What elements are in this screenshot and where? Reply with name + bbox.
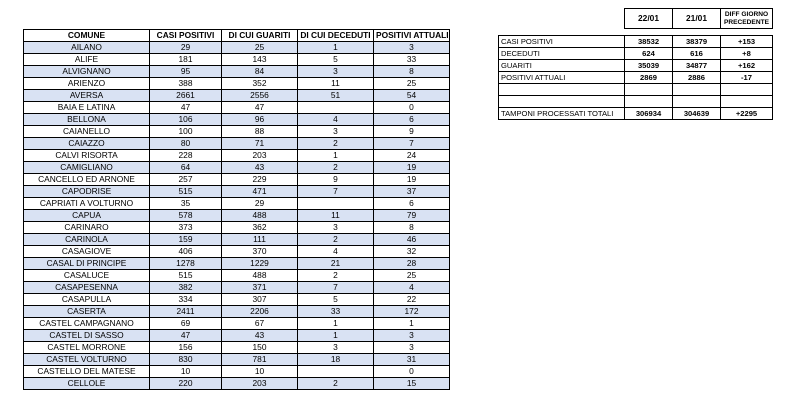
cell-deceduti: 51 [298, 90, 374, 102]
cell-casi-positivi: 228 [150, 150, 222, 162]
summary-label: CASI POSITIVI [499, 36, 625, 48]
summary-label: POSITIVI ATTUALI [499, 72, 625, 84]
cell-comune: CAIAZZO [24, 138, 150, 150]
cell-deceduti: 11 [298, 78, 374, 90]
cell-casi-positivi: 156 [150, 342, 222, 354]
cell-comune: CANCELLO ED ARNONE [24, 174, 150, 186]
cell-positivi-attuali: 0 [374, 366, 450, 378]
table-row [24, 342, 450, 354]
cell-guariti: 43 [222, 330, 298, 342]
cell-guariti: 88 [222, 126, 298, 138]
table-row [24, 102, 450, 114]
cell-deceduti: 5 [298, 294, 374, 306]
table-row [24, 246, 450, 258]
cell-comune: CASERTA [24, 306, 150, 318]
cell-guariti: 143 [222, 54, 298, 66]
summary-diff: +153 [721, 36, 773, 48]
cell-deceduti: 5 [298, 54, 374, 66]
cell-guariti: 2206 [222, 306, 298, 318]
header-deceduti: DI CUI DECEDUTI [298, 30, 374, 42]
cell-deceduti: 2 [298, 162, 374, 174]
header-positivi-attuali: POSITIVI ATTUALI [374, 30, 450, 42]
header-comune: COMUNE [24, 30, 150, 42]
summary-value-1 [625, 84, 673, 96]
cell-casi-positivi: 69 [150, 318, 222, 330]
table-row [24, 378, 450, 390]
cell-casi-positivi: 830 [150, 354, 222, 366]
cell-deceduti: 1 [298, 330, 374, 342]
summary-label: TAMPONI PROCESSATI TOTALI [499, 108, 625, 120]
header-casi-positivi: CASI POSITIVI [150, 30, 222, 42]
table-row [24, 42, 450, 54]
table-row [24, 318, 450, 330]
table-row [24, 270, 450, 282]
cell-comune: CAPODRISE [24, 186, 150, 198]
cell-positivi-attuali: 28 [374, 258, 450, 270]
cell-deceduti: 2 [298, 270, 374, 282]
cell-comune: CAPRIATI A VOLTURNO [24, 198, 150, 210]
summary-header-date-1: 22/01 [625, 9, 673, 29]
summary-row [499, 48, 773, 60]
cell-casi-positivi: 64 [150, 162, 222, 174]
cell-comune: CASAL DI PRINCIPE [24, 258, 150, 270]
table-row [24, 366, 450, 378]
summary-label: GUARITI [499, 60, 625, 72]
cell-guariti: 488 [222, 210, 298, 222]
table-row [24, 138, 450, 150]
cell-positivi-attuali: 32 [374, 246, 450, 258]
cell-comune: CELLOLE [24, 378, 150, 390]
table-row [24, 114, 450, 126]
cell-deceduti: 3 [298, 66, 374, 78]
summary-row [499, 96, 773, 108]
cell-casi-positivi: 35 [150, 198, 222, 210]
cell-casi-positivi: 10 [150, 366, 222, 378]
cell-positivi-attuali: 3 [374, 42, 450, 54]
cell-guariti: 67 [222, 318, 298, 330]
cell-casi-positivi: 47 [150, 102, 222, 114]
summary-diff [721, 96, 773, 108]
summary-value-1: 38532 [625, 36, 673, 48]
cell-positivi-attuali: 33 [374, 54, 450, 66]
cell-casi-positivi: 334 [150, 294, 222, 306]
summary-value-2: 34877 [673, 60, 721, 72]
cell-comune: CASTELLO DEL MATESE [24, 366, 150, 378]
cell-casi-positivi: 47 [150, 330, 222, 342]
cell-guariti: 370 [222, 246, 298, 258]
cell-deceduti: 1 [298, 150, 374, 162]
table-row [24, 354, 450, 366]
cell-positivi-attuali: 54 [374, 90, 450, 102]
cell-deceduti: 33 [298, 306, 374, 318]
cell-casi-positivi: 100 [150, 126, 222, 138]
cell-comune: CASTEL VOLTURNO [24, 354, 150, 366]
cell-casi-positivi: 406 [150, 246, 222, 258]
cell-guariti: 29 [222, 198, 298, 210]
cell-positivi-attuali: 8 [374, 66, 450, 78]
header-guariti: DI CUI GUARITI [222, 30, 298, 42]
summary-label: DECEDUTI [499, 48, 625, 60]
summary-diff: +162 [721, 60, 773, 72]
cell-positivi-attuali: 24 [374, 150, 450, 162]
cell-deceduti: 18 [298, 354, 374, 366]
cell-positivi-attuali: 25 [374, 270, 450, 282]
cell-guariti: 781 [222, 354, 298, 366]
summary-spacer [499, 29, 773, 36]
cell-guariti: 25 [222, 42, 298, 54]
cell-casi-positivi: 106 [150, 114, 222, 126]
table-row [24, 186, 450, 198]
cell-positivi-attuali: 46 [374, 234, 450, 246]
cell-casi-positivi: 181 [150, 54, 222, 66]
table-row [24, 210, 450, 222]
cell-comune: BELLONA [24, 114, 150, 126]
cell-positivi-attuali: 3 [374, 342, 450, 354]
cell-comune: CASTEL DI SASSO [24, 330, 150, 342]
cell-casi-positivi: 2411 [150, 306, 222, 318]
cell-casi-positivi: 382 [150, 282, 222, 294]
cell-casi-positivi: 515 [150, 270, 222, 282]
table-row [24, 306, 450, 318]
cell-comune: CASAPULLA [24, 294, 150, 306]
cell-positivi-attuali: 19 [374, 162, 450, 174]
cell-guariti: 111 [222, 234, 298, 246]
cell-deceduti: 1 [298, 318, 374, 330]
cell-comune: CASTEL MORRONE [24, 342, 150, 354]
cell-guariti: 371 [222, 282, 298, 294]
summary-diff: -17 [721, 72, 773, 84]
cell-comune: ALIFE [24, 54, 150, 66]
cell-casi-positivi: 80 [150, 138, 222, 150]
cell-deceduti: 2 [298, 378, 374, 390]
cell-positivi-attuali: 6 [374, 198, 450, 210]
cell-positivi-attuali: 79 [374, 210, 450, 222]
cell-positivi-attuali: 9 [374, 126, 450, 138]
summary-header-date-2: 21/01 [673, 9, 721, 29]
cell-guariti: 362 [222, 222, 298, 234]
cell-comune: AILANO [24, 42, 150, 54]
summary-row [499, 72, 773, 84]
cell-comune: CAIANELLO [24, 126, 150, 138]
table-row [24, 234, 450, 246]
summary-value-2: 38379 [673, 36, 721, 48]
cell-positivi-attuali: 7 [374, 138, 450, 150]
cell-positivi-attuali: 22 [374, 294, 450, 306]
cell-comune: CALVI RISORTA [24, 150, 150, 162]
cell-guariti: 203 [222, 378, 298, 390]
comuni-table [23, 29, 450, 390]
table-row [24, 90, 450, 102]
summary-table-body [499, 9, 773, 120]
summary-diff [721, 84, 773, 96]
cell-casi-positivi: 1278 [150, 258, 222, 270]
cell-guariti: 96 [222, 114, 298, 126]
cell-deceduti: 4 [298, 246, 374, 258]
cell-positivi-attuali: 172 [374, 306, 450, 318]
cell-positivi-attuali: 31 [374, 354, 450, 366]
cell-casi-positivi: 159 [150, 234, 222, 246]
cell-guariti: 229 [222, 174, 298, 186]
summary-row [499, 84, 773, 96]
summary-value-1: 624 [625, 48, 673, 60]
cell-deceduti: 3 [298, 222, 374, 234]
cell-guariti: 84 [222, 66, 298, 78]
cell-positivi-attuali: 3 [374, 330, 450, 342]
summary-label [499, 96, 625, 108]
cell-deceduti: 21 [298, 258, 374, 270]
summary-value-1: 306934 [625, 108, 673, 120]
table-row [24, 222, 450, 234]
table-row [24, 126, 450, 138]
table-row [24, 258, 450, 270]
cell-deceduti: 7 [298, 186, 374, 198]
table-row [24, 294, 450, 306]
summary-table [498, 8, 773, 120]
cell-comune: CAPUA [24, 210, 150, 222]
cell-positivi-attuali: 19 [374, 174, 450, 186]
cell-deceduti: 7 [298, 282, 374, 294]
table-row [24, 198, 450, 210]
cell-comune: CARINARO [24, 222, 150, 234]
cell-casi-positivi: 257 [150, 174, 222, 186]
cell-deceduti: 2 [298, 234, 374, 246]
cell-guariti: 43 [222, 162, 298, 174]
cell-guariti: 471 [222, 186, 298, 198]
cell-positivi-attuali: 4 [374, 282, 450, 294]
summary-value-1 [625, 96, 673, 108]
table-row [24, 162, 450, 174]
summary-value-1: 35039 [625, 60, 673, 72]
cell-guariti: 2556 [222, 90, 298, 102]
summary-header-blank [499, 9, 625, 29]
summary-header-row [499, 9, 773, 29]
cell-guariti: 307 [222, 294, 298, 306]
cell-deceduti [298, 102, 374, 114]
summary-value-2 [673, 84, 721, 96]
summary-label [499, 84, 625, 96]
cell-guariti: 150 [222, 342, 298, 354]
cell-guariti: 488 [222, 270, 298, 282]
cell-positivi-attuali: 25 [374, 78, 450, 90]
cell-guariti: 10 [222, 366, 298, 378]
cell-deceduti: 3 [298, 342, 374, 354]
cell-deceduti [298, 198, 374, 210]
cell-deceduti: 11 [298, 210, 374, 222]
summary-value-2: 616 [673, 48, 721, 60]
cell-casi-positivi: 95 [150, 66, 222, 78]
cell-comune: CASAGIOVE [24, 246, 150, 258]
summary-diff: +8 [721, 48, 773, 60]
cell-deceduti: 9 [298, 174, 374, 186]
cell-casi-positivi: 515 [150, 186, 222, 198]
summary-row [499, 60, 773, 72]
cell-comune: CARINOLA [24, 234, 150, 246]
table-row [24, 66, 450, 78]
summary-value-2: 304639 [673, 108, 721, 120]
summary-value-2 [673, 96, 721, 108]
cell-casi-positivi: 2661 [150, 90, 222, 102]
table-row [24, 78, 450, 90]
cell-positivi-attuali: 0 [374, 102, 450, 114]
summary-diff: +2295 [721, 108, 773, 120]
table-row [24, 150, 450, 162]
cell-positivi-attuali: 6 [374, 114, 450, 126]
cell-deceduti: 1 [298, 42, 374, 54]
summary-row [499, 36, 773, 48]
cell-comune: ARIENZO [24, 78, 150, 90]
summary-header-diff: DIFF GIORNO PRECEDENTE [721, 9, 773, 29]
summary-value-1: 2869 [625, 72, 673, 84]
table-row [24, 282, 450, 294]
cell-comune: CAMIGLIANO [24, 162, 150, 174]
cell-comune: BAIA E LATINA [24, 102, 150, 114]
cell-deceduti: 4 [298, 114, 374, 126]
cell-deceduti [298, 366, 374, 378]
cell-comune: AVERSA [24, 90, 150, 102]
cell-positivi-attuali: 8 [374, 222, 450, 234]
summary-value-2: 2886 [673, 72, 721, 84]
table-row [24, 174, 450, 186]
cell-comune: ALVIGNANO [24, 66, 150, 78]
cell-guariti: 47 [222, 102, 298, 114]
cell-deceduti: 3 [298, 126, 374, 138]
comuni-header-row [24, 30, 450, 42]
table-row [24, 54, 450, 66]
cell-positivi-attuali: 15 [374, 378, 450, 390]
cell-guariti: 1229 [222, 258, 298, 270]
cell-comune: CASAPESENNA [24, 282, 150, 294]
cell-comune: CASALUCE [24, 270, 150, 282]
cell-guariti: 203 [222, 150, 298, 162]
cell-casi-positivi: 373 [150, 222, 222, 234]
cell-casi-positivi: 220 [150, 378, 222, 390]
cell-guariti: 352 [222, 78, 298, 90]
table-row [24, 330, 450, 342]
cell-positivi-attuali: 37 [374, 186, 450, 198]
cell-casi-positivi: 388 [150, 78, 222, 90]
cell-casi-positivi: 578 [150, 210, 222, 222]
cell-deceduti: 2 [298, 138, 374, 150]
cell-comune: CASTEL CAMPAGNANO [24, 318, 150, 330]
comuni-table-body [24, 42, 450, 390]
cell-guariti: 71 [222, 138, 298, 150]
cell-positivi-attuali: 1 [374, 318, 450, 330]
cell-casi-positivi: 29 [150, 42, 222, 54]
summary-row [499, 108, 773, 120]
